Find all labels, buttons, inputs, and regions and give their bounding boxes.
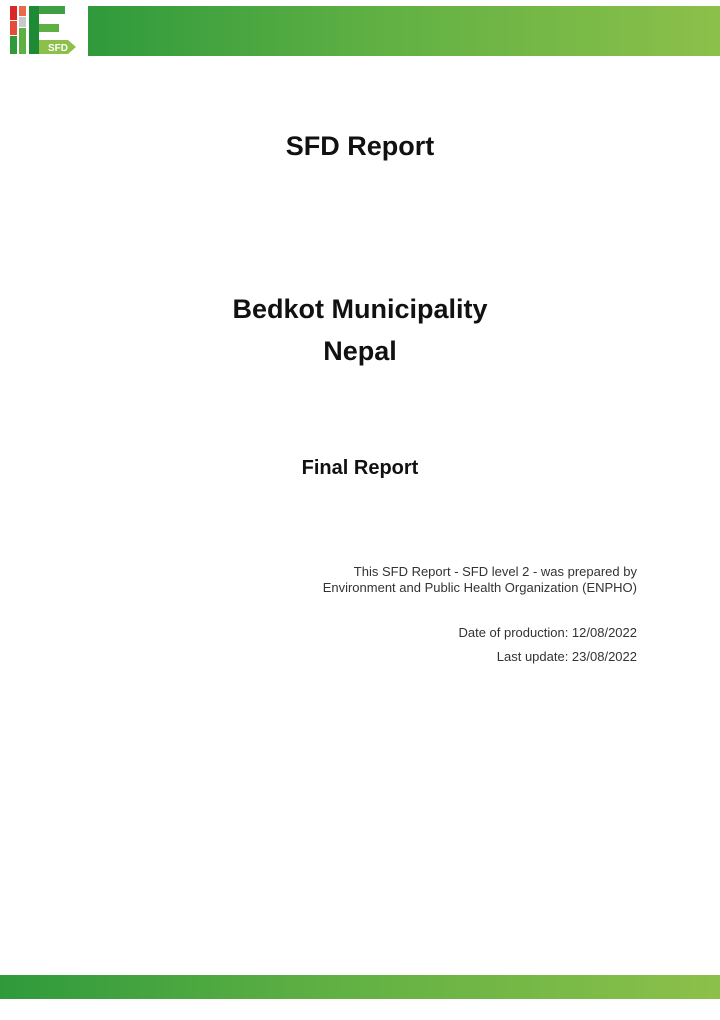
- report-title: SFD Report: [285, 131, 435, 161]
- country-name: Nepal: [323, 336, 397, 366]
- logo-text: SFD: [48, 43, 68, 54]
- date-of-production: Date of production: 12/08/2022: [458, 625, 637, 640]
- header-bar: [88, 6, 720, 56]
- municipality-name: Bedkot Municipality: [232, 294, 488, 324]
- footer-bar: [0, 975, 720, 999]
- sfd-logo-icon: [8, 4, 84, 56]
- prepared-by-line-1: This SFD Report - SFD level 2 - was prepared by: [353, 564, 637, 579]
- last-update: Last update: 23/08/2022: [496, 649, 637, 664]
- prepared-by-line-2: Environment and Public Health Organization (ENPHO): [322, 580, 637, 595]
- report-type: Final Report: [301, 457, 419, 479]
- sfd-logo: [8, 4, 84, 56]
